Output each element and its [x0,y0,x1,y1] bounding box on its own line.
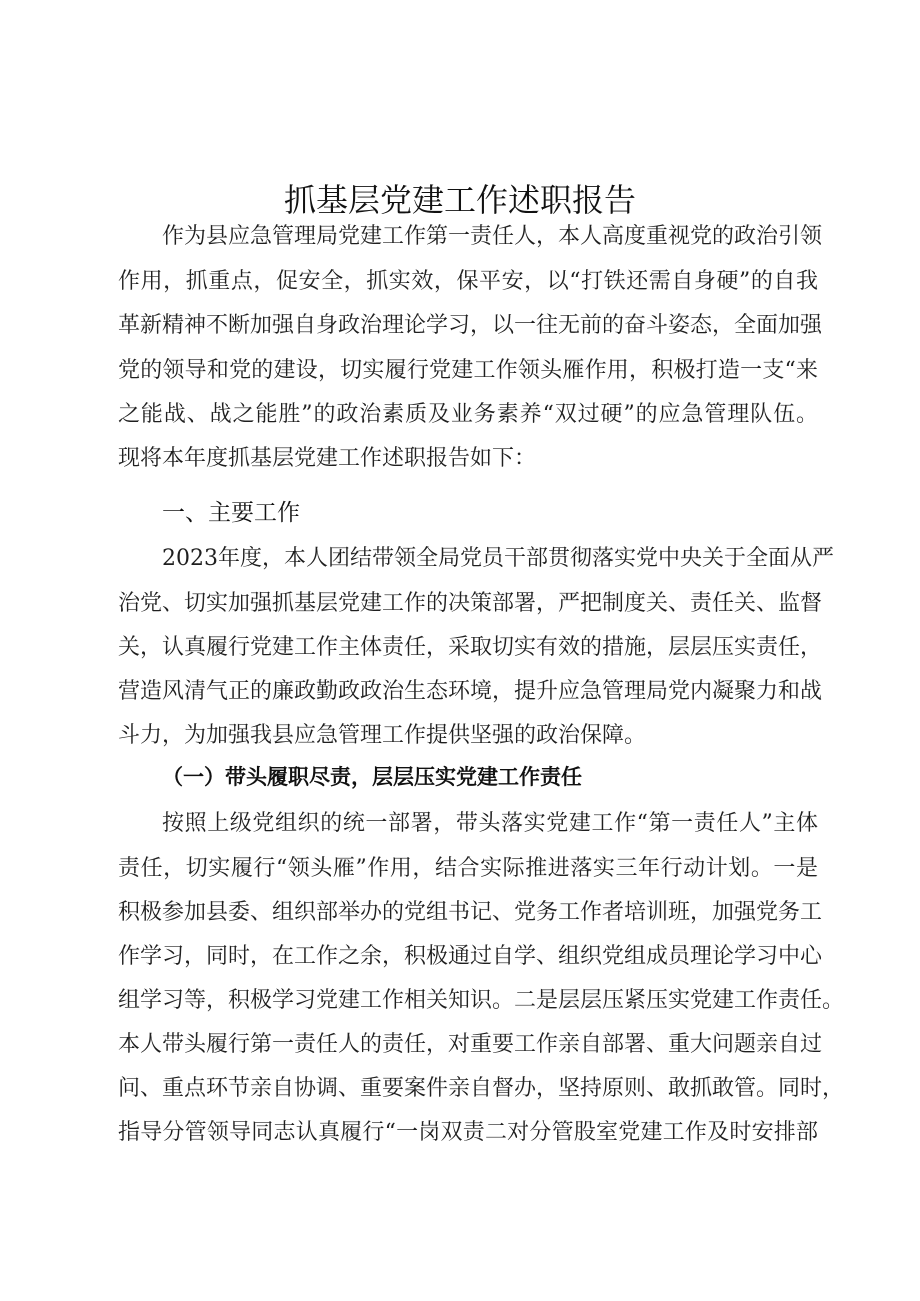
subsection-heading: （一）带头履职尽责，层层压实党建工作责任 [162,764,582,789]
paragraph-line: 斗力，为加强我县应急管理工作提供坚强的政治保障。 [118,723,647,748]
document-title: 抓基层党建工作述职报告 [283,181,636,219]
paragraph-line: 党的领导和党的建设，切实履行党建工作领头雁作用，积极打造一支“来 [118,358,818,383]
paragraph-line: 组学习等，积极学习党建工作相关知识。二是层层压紧压实党建工作责任。 [118,988,845,1013]
paragraph-line: 本人带头履行第一责任人的责任，对重要工作亲自部署、重大问题亲自过 [118,1032,823,1057]
paragraph-line: 责任，切实履行“领头雁”作用，结合实际推进落实三年行动计划。一是 [118,856,818,881]
paragraph-line: 作用，抓重点，促安全，抓实效，保平安，以“打铁还需自身硬”的自我 [118,269,818,294]
paragraph-line: 按照上级党组织的统一部署，带头落实党建工作“第一责任人”主体 [162,811,818,836]
paragraph-line: 治党、切实加强抓基层党建工作的决策部署，严把制度关、责任关、监督 [118,591,823,616]
paragraph-line: 营造风清气正的廉政勤政政治生态环境，提升应急管理局党内凝聚力和战 [118,679,823,704]
paragraph-line: 关，认真履行党建工作主体责任，采取切实有效的措施，层层压实责任， [118,635,823,660]
section-heading: 一、主要工作 [162,500,300,526]
paragraph-line: 之能战、战之能胜”的政治素质及业务素养“双过硬”的应急管理队伍。 [118,402,818,427]
paragraph-line: 现将本年度抓基层党建工作述职报告如下： [118,446,537,471]
paragraph-line: 指导分管领导同志认真履行“一岗双责二对分管股室党建工作及时安排部 [118,1120,818,1145]
paragraph-line: 作为县应急管理局党建工作第一责任人，本人高度重视党的政治引领 [162,224,823,249]
paragraph-line: 2023年度，本人团结带领全局党员干部贯彻落实党中央关于全面从严 [162,546,834,571]
paragraph-line: 作学习，同时，在工作之余，积极通过自学、组织党组成员理论学习中心 [118,944,823,969]
paragraph-line: 问、重点环节亲自协调、重要案件亲自督办，坚持原则、敢抓敢管。同时， [118,1076,845,1101]
paragraph-line: 革新精神不断加强自身政治理论学习，以一往无前的奋斗姿态，全面加强 [118,313,823,338]
paragraph-line: 积极参加县委、组织部举办的党组书记、党务工作者培训班，加强党务工 [118,900,823,925]
